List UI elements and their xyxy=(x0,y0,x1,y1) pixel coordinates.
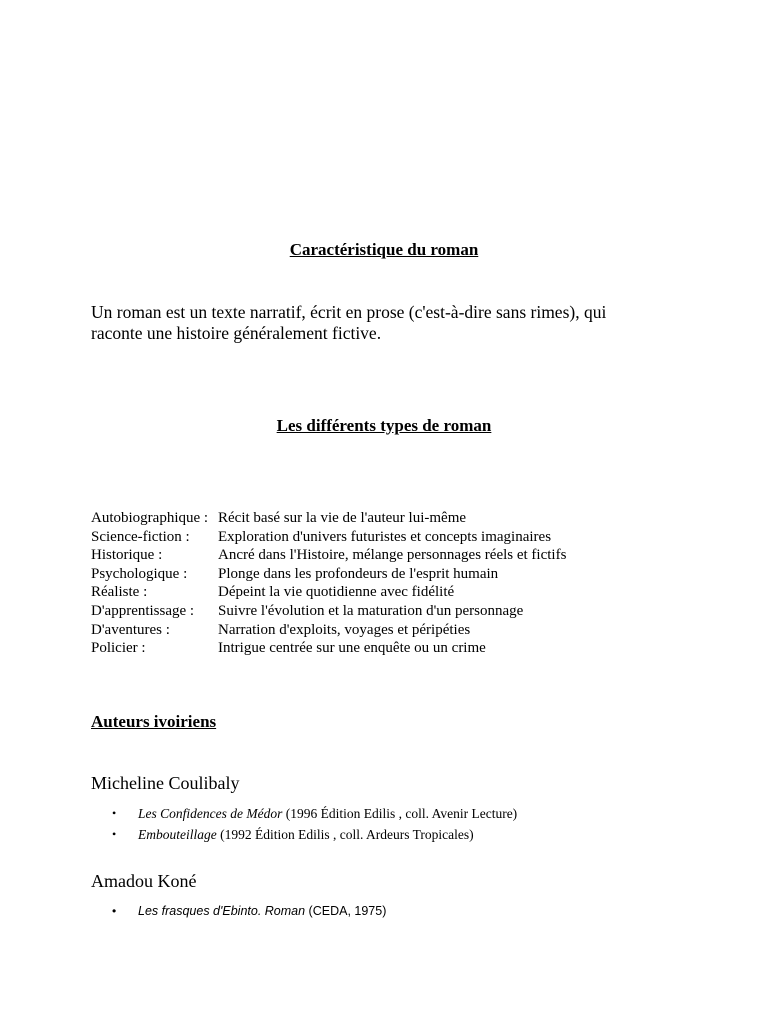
type-row xyxy=(91,639,566,658)
type-name: Psychologique : xyxy=(91,565,188,582)
type-name: D'apprentissage : xyxy=(91,602,195,619)
type-row xyxy=(91,546,566,565)
type-desc: Suivre l'évolution et la maturation d'un personnage xyxy=(218,602,524,619)
types-list xyxy=(91,509,566,658)
type-row xyxy=(91,602,566,621)
list-item xyxy=(112,901,386,922)
book-list xyxy=(112,803,517,845)
type-row xyxy=(91,565,566,584)
type-name: Science-fiction : xyxy=(91,528,190,545)
page-title: Caractéristique du roman xyxy=(289,240,479,259)
book-detail: (1992 Édition Edilis , coll. Ardeurs Tropicales) xyxy=(216,827,474,842)
type-desc: Ancré dans l'Histoire, mélange personnages réels et fictifs xyxy=(218,547,567,564)
book-title: Embouteillage xyxy=(138,827,217,842)
type-desc: Narration d'exploits, voyages et péripéties xyxy=(218,621,471,638)
book-title: Les frasques d'Ebinto. Roman xyxy=(138,904,306,918)
bullet-icon: • xyxy=(112,827,117,841)
type-row xyxy=(91,583,566,602)
type-desc: Dépeint la vie quotidienne avec fidélité xyxy=(218,584,455,601)
author-name: Amadou Koné xyxy=(91,871,197,891)
type-row xyxy=(91,528,566,547)
type-row xyxy=(91,621,566,640)
author-name: Micheline Coulibaly xyxy=(91,773,240,793)
intro-paragraph: Un roman est un texte narratif, écrit en prose (c'est-à-dire sans rimes), qui raconte une histoire généralement fictive. xyxy=(91,302,607,343)
section-title-types: Les différents types de roman xyxy=(276,416,492,435)
type-name: Historique : xyxy=(91,547,163,564)
book-detail: (1996 Édition Edilis , coll. Avenir Lecture) xyxy=(282,806,518,821)
type-desc: Exploration d'univers futuristes et concepts imaginaires xyxy=(218,528,552,545)
bullet-icon: • xyxy=(112,904,117,918)
type-name: Autobiographique : xyxy=(91,510,209,526)
type-row xyxy=(91,509,566,528)
type-desc: Récit basé sur la vie de l'auteur lui-même xyxy=(218,510,467,526)
type-desc: Plonge dans les profondeurs de l'esprit humain xyxy=(218,565,499,582)
type-name: Policier : xyxy=(91,640,146,657)
section-title-authors: Auteurs ivoiriens xyxy=(91,712,217,731)
book-title: Les Confidences de Médor xyxy=(138,806,283,821)
book-list xyxy=(112,901,386,922)
type-desc: Intrigue centrée sur une enquête ou un crime xyxy=(218,640,486,657)
list-item xyxy=(112,824,517,845)
type-name: Réaliste : xyxy=(91,584,148,601)
bullet-icon: • xyxy=(112,806,117,820)
type-name: D'aventures : xyxy=(91,621,170,638)
list-item xyxy=(112,803,517,824)
book-detail: (CEDA, 1975) xyxy=(305,904,387,918)
